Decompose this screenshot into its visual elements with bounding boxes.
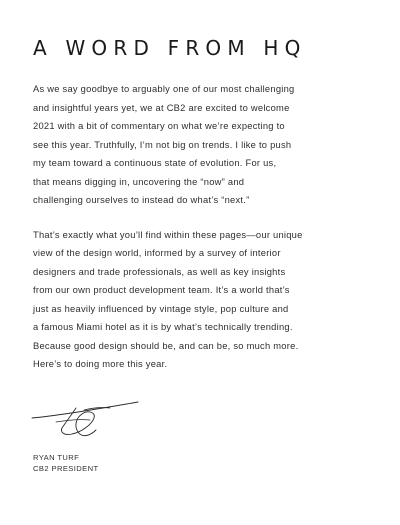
paragraph-line: Here’s to doing more this year. [33,359,168,369]
paragraph-1 [33,80,383,210]
paragraph-line: just as heavily influenced by vintage style, pop culture and [33,303,289,314]
paragraph-line: and insightful years yet, we at CB2 are excited to welcome [33,102,290,113]
signer-block [33,452,99,474]
paragraph-line: As we say goodbye to arguably one of our most challenging [33,84,295,94]
paragraph-line: that means digging in, uncovering the “now” and [33,176,245,187]
paragraph-line: my team toward a continuous state of evolution. For us, [33,158,277,168]
paragraph-line: view of the design world, informed by a survey of interior [33,248,281,258]
paragraph-line: a famous Miami hotel as it is by what’s technically trending. [33,322,293,332]
paragraph-2 [33,226,383,374]
signer-title: CB2 PRESIDENT [33,464,99,473]
letter-body [33,80,383,390]
page-title: A WORD FROM HQ [33,36,307,60]
paragraph-line: That’s exactly what you’ll find within these pages—our unique [33,229,303,240]
signer-name: RYAN TURF [33,453,80,462]
paragraph-line: 2021 with a bit of commentary on what we’re expecting to [33,121,285,131]
signature-image [26,398,146,444]
paragraph-line: see this year. Truthfully, I’m not big on trends. I like to push [33,139,292,150]
paragraph-line: designers and trade professionals, as well as key insights [33,266,286,277]
paragraph-line: from our own product development team. It’s a world that’s [33,285,290,295]
paragraph-line: challenging ourselves to instead do what’s “next.” [33,195,250,205]
paragraph-line: Because good design should be, and can be, so much more. [33,340,299,351]
